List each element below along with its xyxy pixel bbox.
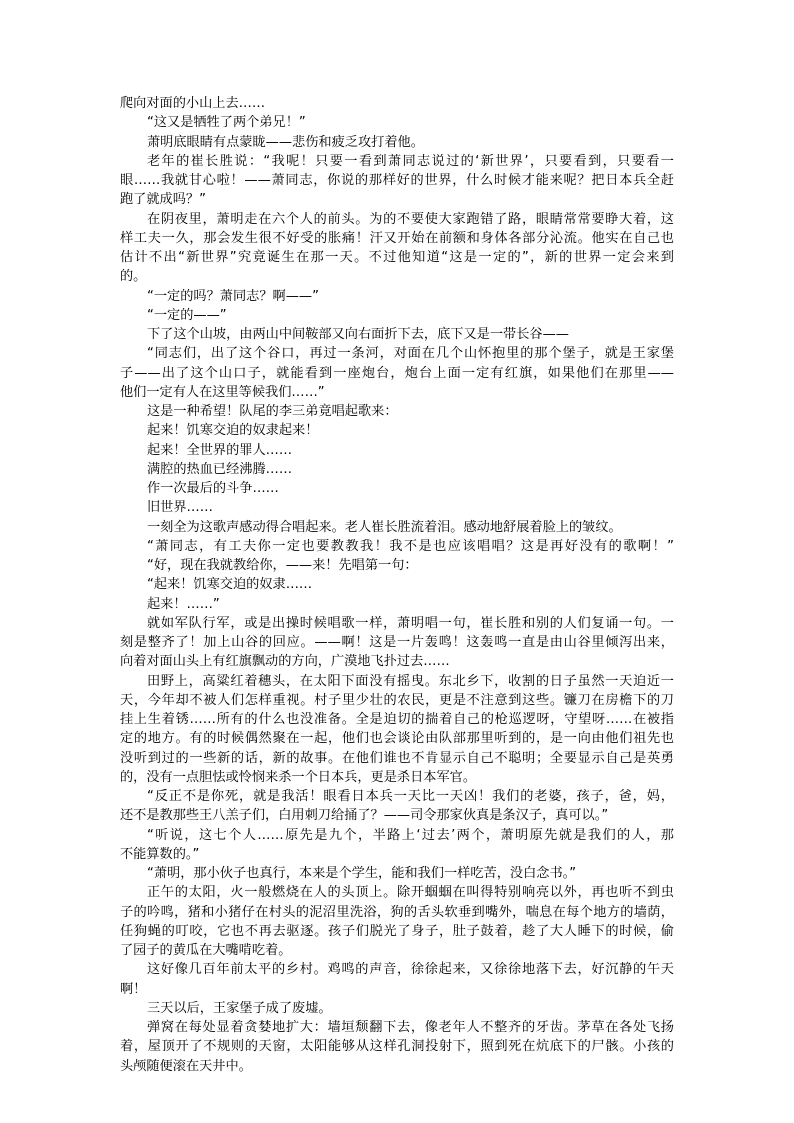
text-line: 还不是教那些王八羔子们，白用刺刀给捅了？——司令那家伙真是条汉子，真可以。”	[120, 808, 609, 824]
text-line: 着，屋顶开了不规则的天窗，太阳能够从这样孔洞投射下，照到死在炕底下的尸骸。小孩的	[120, 1039, 674, 1055]
text-line: 萧明底眼睛有点蒙眬——悲伤和疲乏攻打着他。	[147, 134, 424, 150]
text-line: “萧明，那小伙子也真行，本来是个学生，能和我们一样吃苦，没白念书。”	[147, 866, 577, 881]
text-line: 起来！……”	[147, 596, 220, 612]
text-line: 子——出了这个山口子，就能看到一座炮台，炮台上面一定有红旗，如果他们在那里——	[120, 365, 674, 381]
text-line: 这是一种希望！队尾的李三弟竟唱起歌来：	[147, 404, 398, 419]
text-line: 不能算数的。”	[120, 846, 200, 862]
text-line: 这好像几百年前太平的乡村。鸡鸣的声音，徐徐起来，又徐徐地落下去，好沉静的午天	[147, 962, 674, 978]
text-line: “起来！饥寒交迫的奴隶……	[147, 577, 313, 593]
text-line: 就如军队行军，或是出操时候唱歌一样，萧明唱一句，崔长胜和别的人们复诵一句。一	[147, 615, 674, 631]
text-line: 的。	[120, 269, 147, 285]
text-line: “一定的——”	[147, 307, 227, 323]
text-line: “好，现在我就教给你，——来！先唱第一句：	[147, 558, 418, 573]
text-line: “反正不是你死，就是我活！眼看日本兵一天比一天凶！我们的老婆，孩子，爸，妈，	[147, 789, 674, 804]
text-line: 样工夫一久，那会发生很不好受的胀痛！汗又开始在前额和身体各部分沁流。他实在自己也	[120, 230, 674, 246]
text-line: 向着对面山头上有红旗飘动的方向，广漠地飞扑过去……	[120, 654, 450, 670]
text-line: 挂上生着锈……所有的什么也没准备。全是迫切的揣着自己的枪巡逻呀，守望呀……在被指	[120, 712, 674, 727]
text-line: “这又是牺牲了两个弟兄！”	[147, 115, 306, 131]
text-line: 子的吟鸣，猪和小猪仔在村头的泥沼里洗浴，狗的舌头软垂到嘴外，喘息在每个地方的墙荫，	[120, 904, 674, 920]
text-line: 起来！全世界的罪人……	[147, 442, 293, 458]
text-line: 头颅随便滚在天井中。	[120, 1058, 252, 1074]
text-line: 任狗蝇的叮咬，它也不再去驱逐。孩子们脱光了身子，肚子鼓着，趁了大人睡下的时候，偷	[120, 923, 674, 939]
text-line: 爬向对面的小山上去……	[120, 96, 266, 111]
text-line: 没听到过的一些新的话，新的故事。在他们谁也不肯显示自己不聪明；全要显示自己是英勇	[120, 750, 674, 766]
text-line: 估计不出“新世界”究竟诞生在那一天。不过他知道“这是一定的”，新的世界一定会来到	[120, 250, 674, 265]
text-line: 了园子的黄瓜在大嘴啃吃着。	[120, 943, 292, 958]
text-line: 作一次最后的斗争……	[147, 481, 279, 496]
text-line: 他们一定有人在这里等候我们……”	[120, 384, 325, 400]
text-line: 起来！饥寒交迫的奴隶起来！	[147, 423, 319, 439]
text-line: 三天以后，王家堡子成了废墟。	[147, 1000, 332, 1016]
text-line: 旧世界……	[147, 500, 213, 516]
text-line: “萧同志，有工夫你一定也要教教我！我不是也应该唱唱？这是再好没有的歌啊！”	[147, 538, 674, 554]
text-line: 老年的崔长胜说：“我呢！只要一看到萧同志说过的‘新世界’，只要看到，只要看一	[147, 153, 674, 169]
text-line: 在阴夜里，萧明走在六个人的前头。为的不要使大家跑错了路，眼睛常常要睁大着，这	[147, 211, 674, 227]
text-line: 眼……我就甘心啦！——萧同志，你说的那样好的世界，什么时候才能来呢？把日本兵全赶	[120, 173, 674, 188]
text-line: 刻是整齐了！加上山谷的回应。——啊！这是一片轰鸣！这轰鸣一直是由山谷里倾泻出来，	[120, 635, 674, 650]
text-line: 田野上，高粱红着穗头，在太阳下面没有摇曳。东北乡下，收割的日子虽然一天迫近一	[147, 673, 674, 689]
text-line: 跑了就成吗？”	[120, 192, 206, 208]
text-line: “听说，这七个人……原先是九个，半路上‘过去’两个，萧明原先就是我们的人，那	[147, 827, 674, 843]
text-line: 满腔的热血已经沸腾……	[147, 461, 293, 477]
text-line: 下了这个山坡，由两山中间鞍部又向右面折下去，底下又是一带长谷——	[147, 327, 569, 342]
text-line: 弹窝在每处显着贪婪地扩大：墙垣颓翻下去，像老年人不整齐的牙齿。茅草在各处飞扬	[147, 1020, 674, 1035]
text-line: 定的地方。有的时候偶然聚在一起，他们也会谈论由队部那里听到的，是一向由他们祖先也	[120, 731, 674, 747]
text-line: “一定的吗？萧同志？啊——”	[147, 288, 319, 304]
text-line: 啊！	[120, 981, 147, 997]
text-line: 一刻全为这歌声感动得合唱起来。老人崔长胜流着泪。感动地舒展着脸上的皱纹。	[147, 519, 622, 535]
text-line: 正午的太阳，火一般燃烧在人的头顶上。除开蝈蝈在叫得特别响亮以外，再也听不到虫	[147, 885, 674, 901]
text-line: 的，没有一点胆怯或怜悯来杀一个日本兵，更是杀日本军官。	[120, 769, 477, 785]
text-line: 天，今年却不被人们怎样重视。村子里少壮的农民，更是不注意到这些。镰刀在房檐下的刀	[120, 692, 674, 708]
text-line: “同志们，出了这个谷口，再过一条河，对面在几个山怀抱里的那个堡子，就是王家堡	[147, 346, 674, 362]
